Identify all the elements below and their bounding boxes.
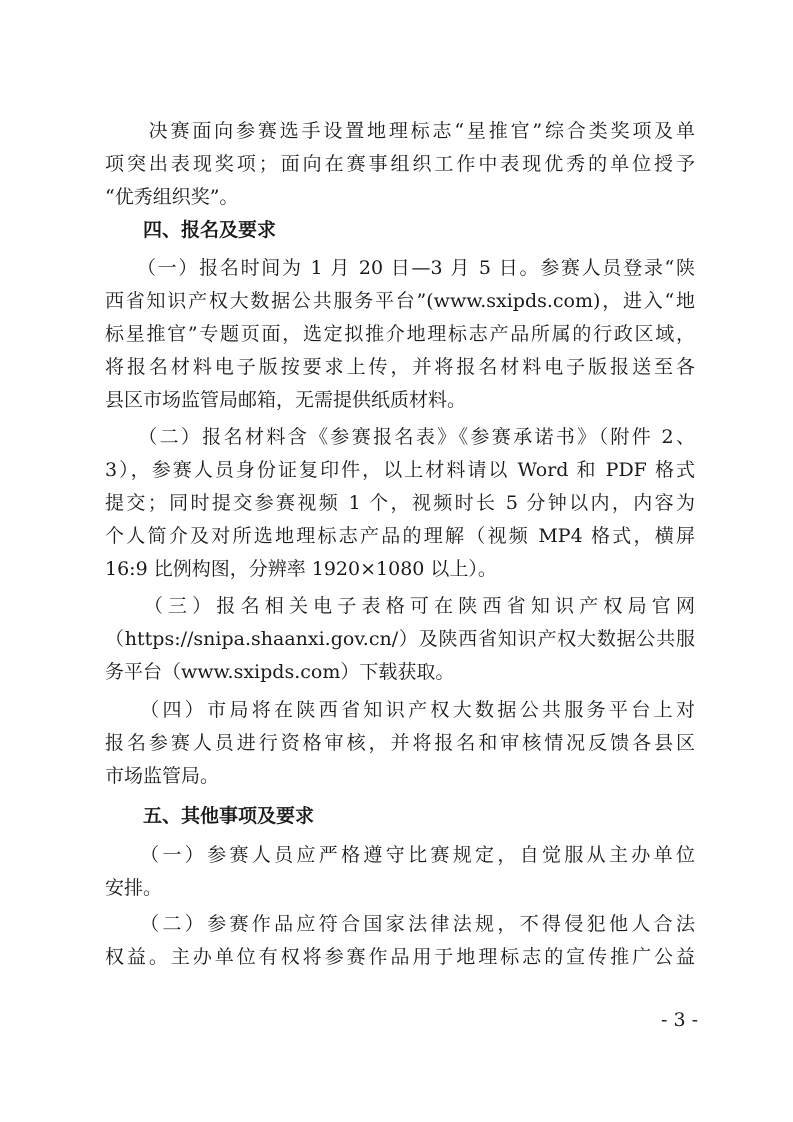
paragraph-line: 标星推官”专题页面，选定拟推介地理标志产品所属的行政区域， [105, 323, 695, 345]
paragraph-line: （三）报名相关电子表格可在陕西省知识产权局官网 [105, 595, 695, 617]
section-heading: 五、其他事项及要求 [105, 805, 315, 827]
page-number: - 3 - [660, 1009, 698, 1031]
paragraph-line: 将报名材料电子版按要求上传，并将报名材料电子版报送至各 [105, 356, 695, 378]
paragraph-line: （四）市局将在陕西省知识产权大数据公共服务平台上对 [105, 699, 695, 721]
paragraph-line: 个人简介及对所选地理标志产品的理解（视频 MP4 格式，横屏 [105, 525, 695, 547]
paragraph-line: 16:9 比例构图，分辨率 1920×1080 以上）。 [105, 558, 497, 580]
paragraph-line: （一）报名时间为 1 月 20 日—3 月 5 日。参赛人员登录“陕 [105, 257, 695, 279]
paragraph-line: （二）参赛作品应符合国家法律法规，不得侵犯他人合法 [105, 913, 695, 935]
paragraph-line: “优秀组织奖”。 [105, 186, 239, 208]
paragraph-line: 决赛面向参赛选手设置地理标志“星推官”综合类奖项及单 [105, 120, 695, 142]
paragraph-line: 权益。主办单位有权将参赛作品用于地理标志的宣传推广公益 [105, 946, 695, 968]
paragraph-line: 项突出表现奖项；面向在赛事组织工作中表现优秀的单位授予 [105, 153, 695, 175]
paragraph-line: （https://snipa.shaanxi.gov.cn/）及陕西省知识产权大数据公共服 [105, 628, 695, 650]
paragraph-line: 西省知识产权大数据公共服务平台”(www.sxipds.com)，进入“地 [105, 290, 695, 312]
section-heading: 四、报名及要求 [105, 219, 277, 241]
paragraph-line: （二）报名材料含《参赛报名表》《参赛承诺书》（附件 2、 [105, 426, 695, 448]
paragraph-line: 3），参赛人员身份证复印件，以上材料请以 Word 和 PDF 格式 [105, 459, 695, 481]
paragraph-line: 市场监管局。 [105, 765, 220, 787]
paragraph-line: （一）参赛人员应严格遵守比赛规定，自觉服从主办单位 [105, 844, 695, 866]
paragraph-line: 报名参赛人员进行资格审核，并将报名和审核情况反馈各县区 [105, 732, 695, 754]
paragraph-line: 提交；同时提交参赛视频 1 个，视频时长 5 分钟以内，内容为 [105, 492, 695, 514]
paragraph-line: 安排。 [105, 877, 163, 899]
paragraph-line: 县区市场监管局邮箱，无需提供纸质材料。 [105, 389, 467, 411]
paragraph-line: 务平台（www.sxipds.com）下载获取。 [105, 661, 455, 683]
